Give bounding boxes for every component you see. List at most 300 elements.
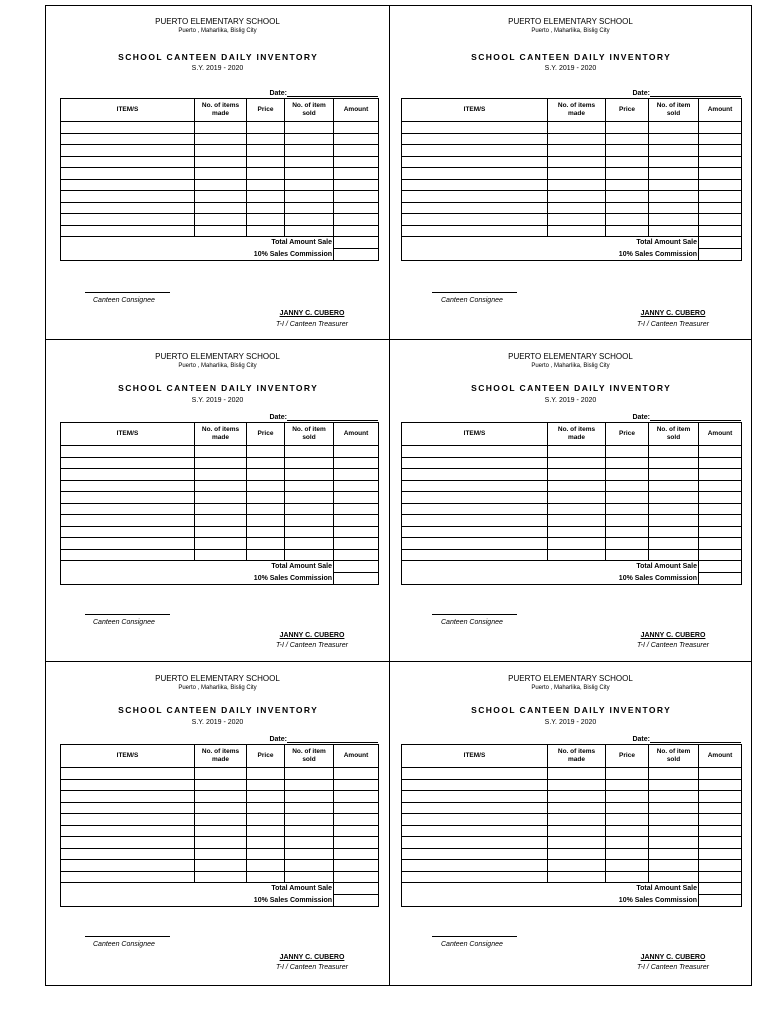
inventory-row — [402, 446, 742, 458]
table-header-row — [402, 99, 742, 122]
inventory-cell — [402, 503, 548, 515]
inventory-row — [61, 133, 379, 145]
inventory-cell — [195, 503, 247, 515]
inventory-row — [61, 791, 379, 803]
inventory-cell — [285, 480, 334, 492]
inventory-cell — [247, 191, 285, 203]
total-sale-label: Total Amount Sale — [402, 883, 699, 895]
total-sale-label: Total Amount Sale — [61, 561, 334, 573]
inventory-form — [46, 662, 389, 985]
inventory-cell — [285, 457, 334, 469]
header-price — [247, 423, 285, 446]
date-field — [632, 413, 741, 421]
inventory-row — [402, 145, 742, 157]
inventory-row — [61, 122, 379, 134]
inventory-cell — [402, 848, 548, 860]
inventory-rows — [402, 446, 742, 561]
header-items-made-label: No. of items made — [201, 747, 240, 763]
inventory-cell — [285, 791, 334, 803]
consignee-label: Canteen Consignee — [93, 618, 155, 626]
treasurer-title: T-I / Canteen Treasurer — [276, 963, 348, 971]
inventory-cell — [61, 133, 195, 145]
inventory-cell — [334, 179, 379, 191]
table-header-row — [402, 423, 742, 446]
inventory-cell — [699, 225, 742, 237]
form-title: SCHOOL CANTEEN DAILY INVENTORY — [471, 52, 672, 62]
inventory-cell — [649, 225, 699, 237]
inventory-table — [401, 422, 742, 585]
header-items-sold — [285, 745, 334, 768]
inventory-row — [61, 145, 379, 157]
header-items — [402, 423, 548, 446]
inventory-cell — [606, 503, 649, 515]
inventory-cell — [195, 202, 247, 214]
inventory-cell — [195, 860, 247, 872]
header-amount — [334, 423, 379, 446]
header-price — [606, 99, 649, 122]
inventory-cell — [649, 480, 699, 492]
header-price — [247, 99, 285, 122]
inventory-cell — [402, 802, 548, 814]
inventory-cell — [61, 526, 195, 538]
inventory-cell — [649, 814, 699, 826]
school-year: S.Y. 2019 - 2020 — [544, 64, 597, 72]
inventory-cell — [247, 538, 285, 550]
date-blank-line — [287, 89, 378, 97]
header-items-sold — [649, 99, 699, 122]
commission-amount — [699, 895, 742, 907]
header-items — [402, 99, 548, 122]
inventory-cell — [606, 538, 649, 550]
inventory-row — [61, 480, 379, 492]
treasurer-name: JANNY C. CUBERO — [640, 953, 706, 961]
inventory-cell — [548, 515, 606, 527]
date-label: Date: — [269, 90, 287, 97]
inventory-cell — [699, 202, 742, 214]
header-amount-label: Amount — [707, 429, 733, 437]
inventory-cell — [195, 225, 247, 237]
header-items-made — [195, 745, 247, 768]
inventory-table — [60, 422, 379, 585]
inventory-cell — [334, 538, 379, 550]
inventory-cell — [285, 538, 334, 550]
inventory-cell — [402, 492, 548, 504]
inventory-cell — [195, 825, 247, 837]
inventory-cell — [247, 848, 285, 860]
inventory-cell — [649, 871, 699, 883]
school-name: PUERTO ELEMENTARY SCHOOL — [155, 352, 280, 361]
inventory-cell — [606, 848, 649, 860]
inventory-cell — [402, 122, 548, 134]
inventory-cell — [247, 469, 285, 481]
inventory-cell — [334, 492, 379, 504]
inventory-cell — [247, 156, 285, 168]
inventory-cell — [402, 515, 548, 527]
inventory-cell — [334, 791, 379, 803]
inventory-form — [390, 662, 751, 985]
inventory-cell — [334, 133, 379, 145]
inventory-cell — [195, 768, 247, 780]
header-price-label: Price — [619, 751, 635, 759]
consignee-label: Canteen Consignee — [441, 940, 503, 948]
inventory-cell — [285, 122, 334, 134]
inventory-cell — [606, 214, 649, 226]
inventory-cell — [247, 791, 285, 803]
inventory-row — [61, 802, 379, 814]
inventory-cell — [247, 860, 285, 872]
inventory-cell — [195, 837, 247, 849]
inventory-cell — [699, 768, 742, 780]
header-items-label: ITEM/S — [463, 751, 486, 759]
inventory-row — [402, 825, 742, 837]
consignee-label: Canteen Consignee — [441, 618, 503, 626]
inventory-cell — [247, 133, 285, 145]
inventory-cell — [548, 526, 606, 538]
inventory-cell — [334, 802, 379, 814]
inventory-cell — [402, 191, 548, 203]
inventory-cell — [61, 457, 195, 469]
inventory-cell — [699, 549, 742, 561]
inventory-row — [402, 802, 742, 814]
inventory-cell — [285, 133, 334, 145]
header-price-label: Price — [257, 105, 274, 113]
inventory-cell — [61, 225, 195, 237]
inventory-cell — [247, 549, 285, 561]
inventory-form — [390, 6, 751, 339]
inventory-cell — [334, 191, 379, 203]
inventory-cell — [402, 549, 548, 561]
inventory-cell — [402, 814, 548, 826]
inventory-cell — [548, 538, 606, 550]
inventory-cell — [699, 515, 742, 527]
header-items-made — [195, 99, 247, 122]
header-items-sold-label: No. of item sold — [292, 747, 326, 763]
total-sale-row — [61, 237, 379, 249]
inventory-cell — [402, 526, 548, 538]
inventory-cell — [606, 225, 649, 237]
inventory-cell — [548, 133, 606, 145]
inventory-rows — [61, 768, 379, 883]
inventory-row — [61, 768, 379, 780]
inventory-cell — [61, 446, 195, 458]
school-year: S.Y. 2019 - 2020 — [544, 396, 597, 404]
inventory-cell — [247, 214, 285, 226]
inventory-cell — [61, 549, 195, 561]
inventory-cell — [606, 469, 649, 481]
inventory-form — [46, 340, 389, 661]
inventory-row — [61, 860, 379, 872]
inventory-cell — [402, 538, 548, 550]
inventory-cell — [195, 156, 247, 168]
commission-amount — [334, 249, 379, 261]
inventory-cell — [334, 122, 379, 134]
inventory-cell — [334, 156, 379, 168]
table-header-row — [61, 745, 379, 768]
header-items-sold — [285, 423, 334, 446]
inventory-cell — [649, 848, 699, 860]
inventory-cell — [334, 202, 379, 214]
form-title: SCHOOL CANTEEN DAILY INVENTORY — [471, 705, 672, 715]
header-amount-label: Amount — [343, 105, 369, 113]
inventory-cell — [334, 446, 379, 458]
inventory-cell — [402, 469, 548, 481]
inventory-row — [61, 837, 379, 849]
school-address: Puerto , Maharlika, Bislig City — [178, 685, 257, 691]
treasurer-name: JANNY C. CUBERO — [279, 631, 345, 639]
inventory-cell — [195, 526, 247, 538]
inventory-cell — [247, 526, 285, 538]
inventory-cell — [606, 526, 649, 538]
inventory-cell — [61, 122, 195, 134]
inventory-cell — [61, 860, 195, 872]
inventory-cell — [699, 179, 742, 191]
total-sale-label: Total Amount Sale — [61, 883, 334, 895]
inventory-cell — [649, 179, 699, 191]
inventory-cell — [61, 145, 195, 157]
header-price-label: Price — [257, 429, 274, 437]
inventory-cell — [402, 457, 548, 469]
inventory-row — [61, 202, 379, 214]
inventory-cell — [699, 779, 742, 791]
inventory-cell — [247, 225, 285, 237]
inventory-cell — [606, 446, 649, 458]
school-year: S.Y. 2019 - 2020 — [544, 718, 597, 726]
inventory-cell — [195, 549, 247, 561]
inventory-cell — [699, 168, 742, 180]
inventory-cell — [195, 191, 247, 203]
inventory-cell — [61, 492, 195, 504]
school-name: PUERTO ELEMENTARY SCHOOL — [508, 674, 633, 683]
commission-label: 10% Sales Commission — [61, 573, 334, 585]
inventory-cell — [606, 768, 649, 780]
inventory-cell — [334, 503, 379, 515]
inventory-row — [61, 848, 379, 860]
treasurer-title: T-I / Canteen Treasurer — [637, 641, 709, 649]
commission-amount — [699, 249, 742, 261]
school-name: PUERTO ELEMENTARY SCHOOL — [508, 17, 633, 26]
inventory-cell — [548, 156, 606, 168]
inventory-cell — [402, 779, 548, 791]
header-items-made — [548, 745, 606, 768]
inventory-row — [61, 814, 379, 826]
inventory-cell — [334, 480, 379, 492]
inventory-cell — [334, 457, 379, 469]
inventory-cell — [402, 145, 548, 157]
date-label: Date: — [632, 736, 650, 743]
form-title: SCHOOL CANTEEN DAILY INVENTORY — [471, 383, 672, 393]
treasurer-name: JANNY C. CUBERO — [279, 953, 345, 961]
inventory-cell — [285, 825, 334, 837]
inventory-cell — [548, 122, 606, 134]
header-price-label: Price — [619, 429, 635, 437]
inventory-cell — [606, 515, 649, 527]
inventory-cell — [195, 179, 247, 191]
inventory-cell — [334, 515, 379, 527]
total-sale-row — [402, 561, 742, 573]
header-items-sold-label: No. of item sold — [292, 101, 326, 117]
inventory-cell — [699, 837, 742, 849]
inventory-cell — [285, 145, 334, 157]
inventory-cell — [649, 492, 699, 504]
inventory-cell — [334, 837, 379, 849]
inventory-cell — [649, 191, 699, 203]
inventory-cell — [548, 503, 606, 515]
inventory-cell — [61, 871, 195, 883]
inventory-cell — [402, 168, 548, 180]
inventory-cell — [649, 214, 699, 226]
table-header-row — [402, 745, 742, 768]
inventory-cell — [649, 457, 699, 469]
inventory-cell — [649, 549, 699, 561]
inventory-cell — [699, 145, 742, 157]
inventory-cell — [606, 779, 649, 791]
commission-label: 10% Sales Commission — [402, 573, 699, 585]
header-items-label: ITEM/S — [116, 751, 139, 759]
inventory-cell — [699, 492, 742, 504]
inventory-row — [61, 168, 379, 180]
inventory-cell — [61, 503, 195, 515]
inventory-row — [61, 515, 379, 527]
date-field — [269, 413, 378, 421]
inventory-cell — [285, 515, 334, 527]
inventory-cell — [61, 768, 195, 780]
header-items — [61, 745, 195, 768]
date-blank-line — [650, 735, 741, 743]
inventory-row — [61, 503, 379, 515]
inventory-row — [61, 214, 379, 226]
inventory-cell — [606, 871, 649, 883]
consignee-signature-line — [85, 936, 170, 937]
inventory-cell — [285, 225, 334, 237]
inventory-cell — [285, 214, 334, 226]
inventory-row — [402, 768, 742, 780]
inventory-row — [61, 549, 379, 561]
inventory-cell — [285, 549, 334, 561]
inventory-row — [402, 515, 742, 527]
inventory-cell — [649, 515, 699, 527]
school-year: S.Y. 2019 - 2020 — [191, 718, 244, 726]
inventory-cell — [699, 480, 742, 492]
table-header-row — [61, 99, 379, 122]
inventory-cell — [247, 779, 285, 791]
inventory-row — [402, 526, 742, 538]
inventory-row — [61, 526, 379, 538]
inventory-cell — [61, 515, 195, 527]
inventory-row — [402, 549, 742, 561]
inventory-cell — [699, 860, 742, 872]
inventory-row — [61, 871, 379, 883]
inventory-rows — [61, 446, 379, 561]
inventory-row — [402, 457, 742, 469]
inventory-row — [402, 168, 742, 180]
date-label: Date: — [269, 414, 287, 421]
inventory-cell — [606, 202, 649, 214]
total-sale-row — [402, 883, 742, 895]
inventory-row — [402, 779, 742, 791]
inventory-cell — [548, 802, 606, 814]
inventory-cell — [334, 469, 379, 481]
inventory-cell — [285, 779, 334, 791]
form-title: SCHOOL CANTEEN DAILY INVENTORY — [118, 705, 319, 715]
header-items-made — [548, 99, 606, 122]
header-amount-label: Amount — [707, 751, 733, 759]
table-header-row — [61, 423, 379, 446]
inventory-cell — [195, 779, 247, 791]
school-address: Puerto , Maharlika, Bislig City — [531, 28, 610, 34]
inventory-cell — [606, 492, 649, 504]
inventory-cell — [334, 779, 379, 791]
date-field — [269, 89, 378, 97]
commission-row — [61, 895, 379, 907]
inventory-row — [61, 469, 379, 481]
header-amount — [334, 99, 379, 122]
inventory-cell — [699, 802, 742, 814]
header-items — [402, 745, 548, 768]
inventory-cell — [195, 145, 247, 157]
inventory-cell — [61, 469, 195, 481]
inventory-cell — [247, 871, 285, 883]
inventory-cell — [285, 179, 334, 191]
total-sale-amount — [334, 237, 379, 249]
inventory-cell — [649, 538, 699, 550]
inventory-cell — [402, 214, 548, 226]
inventory-row — [402, 791, 742, 803]
inventory-cell — [606, 179, 649, 191]
header-items-made-label: No. of items made — [557, 747, 596, 763]
inventory-cell — [548, 457, 606, 469]
consignee-signature-line — [85, 614, 170, 615]
header-items-sold — [649, 745, 699, 768]
inventory-cell — [649, 503, 699, 515]
school-name: PUERTO ELEMENTARY SCHOOL — [508, 352, 633, 361]
header-amount-label: Amount — [343, 429, 369, 437]
inventory-form — [390, 340, 751, 661]
consignee-signature-line — [85, 292, 170, 293]
header-price-label: Price — [619, 105, 635, 113]
inventory-cell — [649, 860, 699, 872]
inventory-cell — [548, 202, 606, 214]
inventory-row — [402, 202, 742, 214]
inventory-cell — [247, 492, 285, 504]
commission-amount — [699, 573, 742, 585]
inventory-row — [61, 538, 379, 550]
header-price — [606, 745, 649, 768]
inventory-cell — [247, 837, 285, 849]
inventory-cell — [548, 768, 606, 780]
inventory-cell — [606, 825, 649, 837]
commission-row — [402, 249, 742, 261]
inventory-cell — [606, 122, 649, 134]
inventory-cell — [334, 768, 379, 780]
inventory-cell — [649, 768, 699, 780]
total-sale-row — [61, 883, 379, 895]
inventory-cell — [247, 503, 285, 515]
date-label: Date: — [269, 736, 287, 743]
inventory-cell — [195, 791, 247, 803]
inventory-cell — [247, 768, 285, 780]
inventory-cell — [649, 779, 699, 791]
inventory-row — [402, 133, 742, 145]
inventory-row — [61, 492, 379, 504]
consignee-label: Canteen Consignee — [93, 940, 155, 948]
inventory-row — [402, 214, 742, 226]
form-title: SCHOOL CANTEEN DAILY INVENTORY — [118, 52, 319, 62]
commission-row — [402, 895, 742, 907]
inventory-cell — [699, 156, 742, 168]
header-items-sold-label: No. of item sold — [656, 425, 691, 441]
inventory-cell — [606, 837, 649, 849]
inventory-rows — [402, 122, 742, 237]
